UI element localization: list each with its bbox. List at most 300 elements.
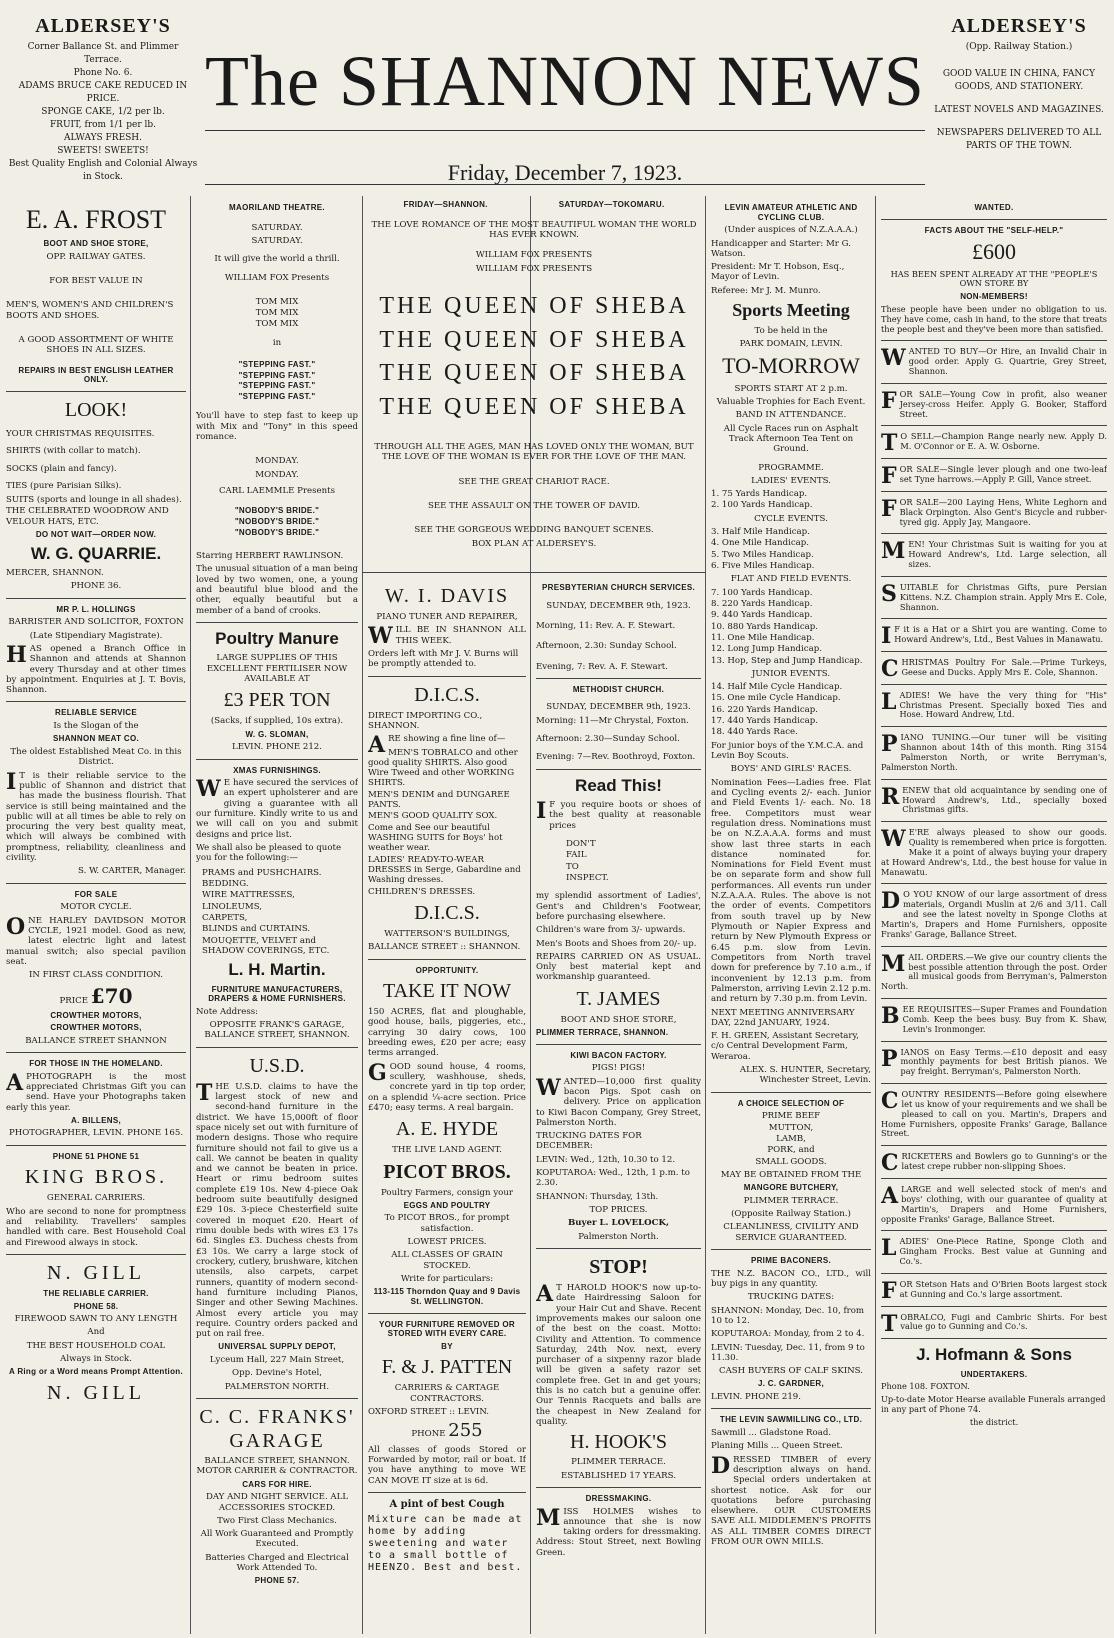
masthead [205, 18, 925, 185]
divider [881, 1230, 1107, 1231]
ad-line: THE RELIABLE CARRIER. [43, 1288, 149, 1298]
list-item: PRAMS and PUSHCHAIRS. [202, 867, 322, 878]
divider [6, 883, 186, 884]
ad-line: PLIMMER TERRACE. [571, 1457, 666, 1468]
ad-body: HAS opened a Branch Office in Shannon and attends at Shannon every Thursday and at other times by appointment. Enquiries at J. T. Bovis, Shannon. [6, 641, 186, 696]
ad-line: DAY AND NIGHT SERVICE. ALL ACCESSORIES STOCKED. [205, 1492, 349, 1513]
advertiser-name: E. A. FROST [25, 205, 167, 234]
list-item: 4. One Mile Handicap. [711, 538, 810, 549]
ad-headline: TO-MORROW [722, 353, 860, 379]
divider [881, 576, 1107, 577]
list-item: LINOLEUMS, [202, 901, 263, 912]
advertiser-name: J. Hofmann & Sons [916, 1345, 1072, 1365]
advertiser-name: W. G. SLOMAN, [245, 729, 309, 739]
ad-line: TRUCKING DATES FOR DECEMBER: [536, 1131, 642, 1152]
ad-line: Is the Slogan of the [53, 721, 139, 732]
gill-ad [6, 1261, 186, 1405]
divider [362, 572, 705, 573]
ad-line: PHONE 58. [73, 1301, 119, 1311]
list-item: PORK, and [767, 1145, 815, 1156]
ad-line: Palmerston North. [578, 1231, 659, 1242]
list-item: 2. 100 Yards Handicap. [711, 500, 813, 511]
ad-line: Morning, 11: Rev. A. F. Stewart. [536, 620, 676, 631]
divider [881, 1041, 1107, 1042]
ad-title: OPPORTUNITY. [415, 965, 479, 975]
ad-body: APHOTOGRAPH is the most appreciated Christmas Gift you can send. Have your Photographs taken early this year. [6, 1069, 186, 1113]
usd-ad [196, 1054, 358, 1392]
frost-ad [6, 204, 186, 385]
ad-line: Afternoon, 2.30: Sunday School. [536, 641, 677, 652]
newspaper-title: The SHANNON NEWS [205, 41, 925, 121]
ad-line: Orders left with Mr J. V. Burns will be promptly attended to. [368, 648, 519, 670]
ad-line: KOPUTAROA: Wed., 12th, 1 p.m. to 2.30. [536, 1168, 690, 1189]
ad-line: Best Quality English and Colonial Always in Stock. [8, 159, 198, 183]
advertiser-name: H. HOOK'S [570, 1431, 667, 1454]
advertiser-name: W. I. DAVIS [384, 585, 510, 607]
divider [6, 1145, 186, 1146]
ad-title: MR P. L. HOLLINGS [56, 604, 136, 614]
ad-body: ONE HARLEY DAVIDSON MOTOR CYCLE, 1921 model. Good as new, latest electric light and latest manual switch; also special pavilion seat. [6, 913, 186, 967]
ad-headline: STOP! [589, 1255, 648, 1278]
ad-line: HAS BEEN SPENT ALREADY AT THE "PEOPLE'S OWN STORE BY [890, 268, 1098, 289]
ad-body: AT HAROLD HOOK'S now up-to-date Hairdressing Saloon for your Hair Cut and Shave. Recent improvements makes our saloon one of the best on the coast. Motto: Civility and Attention. To commence Saturday, 24th Nov. next, every purchaser of a sixpenny razor blade will be given a safety razor set complete free. Get in and get yours; this is no catch but a genuine offer. Our Tennis Racquets and balls are the cheapest in New Zealand for quality. [536, 1280, 701, 1428]
ad-body: ARE showing a fine line of— [368, 732, 506, 759]
ad-line: SATURDAY. [251, 222, 303, 233]
ad-line: PLIMMER TERRACE, SHANNON. [536, 1028, 669, 1038]
ad-line: ALWAYS FRESH. [63, 133, 143, 144]
column-1 [6, 200, 186, 1630]
ad-line: IN FIRST CLASS CONDITION. [29, 970, 163, 981]
divider [6, 391, 186, 392]
ad-body: Up-to-date Motor Hearse available Funerals arranged in any part of Phone 74. [881, 1394, 1106, 1414]
classified-ad: CRICKETERS and Bowlers go to Gunning's or the latest crepe rubber non-slipping Shoes. [881, 1150, 1107, 1177]
divider [368, 959, 526, 960]
ad-line: A GOOD ASSORTMENT OF WHITE SHOES IN ALL SIZES. [18, 335, 174, 356]
ad-line: BALLANCE STREET SHANNON [25, 1035, 167, 1046]
phone-number: 255 [448, 1420, 483, 1442]
ad-body: THE N.Z. BACON CO., LTD., will buy pigs in any quantity. [711, 1268, 871, 1289]
ad-title: METHODIST CHURCH. [572, 684, 665, 694]
ad-line: Evening: 7—Rev. Boothroyd, Foxton. [536, 752, 696, 763]
ad-line: MOTOR CYCLE. [60, 902, 132, 913]
divider [536, 1248, 701, 1249]
advertiser-name: F. & J. PATTEN [381, 1356, 513, 1379]
divider [196, 622, 358, 623]
list-item: 11. One Mile Handicap. [711, 632, 815, 643]
ad-line: WILLIAM FOX Presents [224, 272, 330, 283]
ad-title: FOR THOSE IN THE HOMELAND. [29, 1059, 163, 1069]
column-2 [196, 200, 358, 1630]
divider [881, 458, 1107, 459]
ad-line: NON-MEMBERS! [960, 292, 1028, 302]
list-item: 3. Half Mile Handicap. [711, 527, 810, 538]
ad-title: FRIDAY—SHANNON. [403, 200, 488, 209]
ad-line: SUNDAY, DECEMBER 9th, 1923. [546, 702, 691, 713]
divider [196, 1047, 358, 1048]
divider [881, 533, 1107, 534]
list-item: 16. 220 Yards Handicap. [711, 704, 818, 715]
list-item: CARPETS, [202, 912, 248, 923]
king-bros-ad [6, 1152, 186, 1248]
ad-line: Poultry Farmers, consign your [381, 1187, 513, 1198]
ad-line: TIES (pure Parisian Silks). [6, 480, 122, 491]
picot-ad [368, 1160, 526, 1307]
ad-line: WATTERSON'S BUILDINGS, [384, 928, 510, 939]
list-item: 10. 880 Yards Handicap. [711, 621, 818, 632]
divider [536, 1044, 701, 1045]
ad-line: NEWSPAPERS DELIVERED TO ALL PARTS OF THE TOWN. [936, 128, 1102, 152]
ad-line: WILLIAM FOX PRESENTS [475, 263, 593, 274]
ad-body: WILL BE IN SHANNON ALL THIS WEEK. [368, 623, 526, 650]
advertiser-name: A. E. HYDE [395, 1118, 499, 1141]
ad-line: EGGS AND POULTRY [403, 1200, 491, 1210]
advertiser-name: N. GILL [47, 1381, 145, 1404]
ad-line: JUNIOR EVENTS. [751, 668, 831, 679]
classified-ad: FOR SALE—Young Cow in profit, also weaner Jersey-cross Heifer. Apply G. Booker, Stafford Street. [881, 387, 1107, 419]
ad-line: TO [566, 861, 579, 872]
ad-line: (Sacks, if supplied, 10s extra). [210, 716, 344, 727]
column-4 [536, 580, 701, 1630]
list-item: CHILDREN'S DRESSES. [368, 886, 476, 897]
ad-line: PHONE 36. [70, 581, 122, 592]
ad-line: FLAT AND FIELD EVENTS. [730, 574, 852, 585]
ad-body: All classes of goods Stored or Forwarded by motor, rail or boat. If you have anything to move WE CAN MOVE IT size at is 6d. [368, 1444, 526, 1486]
divider [536, 678, 701, 679]
ad-line: PHONE 51 PHONE 51 [52, 1151, 140, 1161]
ad-line: BAND IN ATTENDANCE. [735, 410, 847, 421]
advertiser-name: GARAGE [229, 1430, 325, 1452]
ad-line: ALL CLASSES OF GRAIN STOCKED. [391, 1250, 503, 1271]
ad-line: CARL LAEMMLE Presents [218, 486, 336, 497]
ad-body: DRESSED TIMBER of every description always on hand. Special orders undertaken at shortest notice. Ask for our quotations before purchasing elsewhere. OUR CUSTOMERS SAVE ALL MIDDLEMEN'S PROFITS AS ALL TIMBER COMES DIRECT FROM OUR OWN MILLS. [711, 1452, 871, 1548]
price: £70 [90, 983, 133, 1008]
ad-line: THROUGH ALL THE AGES, MAN HAS LOVED ONLY THE WOMAN, BUT THE LOVE OF THE WOMAN IS EVER FOR THE LOVE OF THE MAN. [374, 442, 694, 463]
ad-line: 113-115 Thorndon Quay and 9 Davis St. WELLINGTON. [373, 1287, 521, 1306]
film-title: "NOBODY'S BRIDE." [234, 516, 320, 526]
ad-body: IT is their reliable service to the public of Shannon and district that has made the business flourish. That service is still being maintained and the public will at all times be able to rely on procuring the very best quality meat, which will always be combined with promptness, reliability, cleanliness and civility. [6, 768, 186, 864]
ad-line: President: Mr T. Hobson, Esq., Mayor of Levin. [711, 262, 845, 283]
ad-headline: Sports Meeting [732, 300, 850, 321]
ad-line: SATURDAY. [251, 235, 303, 246]
ad-line: BY [441, 1341, 453, 1351]
divider [881, 998, 1107, 999]
column-5 [711, 200, 871, 1630]
ad-line: FIREWOOD SAWN TO ANY LENGTH [14, 1314, 178, 1325]
advertiser-name: U.S.D. [249, 1054, 305, 1077]
queen-of-sheba-ad [368, 200, 700, 572]
ad-line: CARRIERS & CARTAGE CONTRACTORS. [394, 1383, 500, 1404]
divider [368, 1313, 526, 1314]
ad-line: PROGRAMME. [758, 462, 824, 473]
divider [536, 769, 701, 770]
ad-line: REPAIRS IN BEST ENGLISH LEATHER ONLY. [18, 365, 174, 385]
methodist-ad [536, 685, 701, 763]
ad-line: SUNDAY, DECEMBER 9th, 1923. [546, 600, 691, 611]
phone-label: PHONE [411, 1429, 446, 1440]
ad-line: DIRECT IMPORTING CO., SHANNON. [368, 710, 483, 731]
advertiser-name: L. H. Martin. [228, 960, 326, 980]
ad-headline: Poultry Manure [215, 629, 339, 648]
issue-date: Friday, December 7, 1923. [447, 160, 683, 185]
ad-line: (Opposite Railway Station.) [731, 1209, 851, 1220]
ad-line: TOP PRICES. [589, 1205, 648, 1216]
ad-line: THE BEST HOUSEHOLD COAL [26, 1340, 166, 1351]
ad-line: SEE THE GORGEOUS WEDDING BANQUET SCENES. [414, 525, 654, 536]
ad-line: FOR BEST VALUE IN [49, 276, 143, 287]
list-item: MEN'S DENIM and DUNGAREE PANTS. [368, 789, 510, 811]
ad-title: A CHOICE SELECTION OF [737, 1098, 845, 1108]
ad-line: Write for particulars: [400, 1274, 494, 1284]
ad-line: SHIRTS (with collar to match). [6, 446, 141, 457]
list-item: LADIES' READY-TO-WEAR DRESSES in Serge, Gabardine and Washing dresses. [368, 854, 521, 886]
ad-line: Batteries Charged and Electrical Work Attended To. [205, 1552, 349, 1574]
ad-headline: TAKE IT NOW [383, 980, 511, 1003]
advertiser-name: W. G. QUARRIE. [30, 543, 162, 563]
ad-title: DRESSMAKING. [585, 1493, 652, 1503]
ad-line: UNDERTAKERS. [960, 1369, 1028, 1379]
classified-ad: PIANO TUNING.—Our tuner will be visiting Shannon about 14th of this month. Ring 3154 Palmerston North, or write Berryman's, Palmerston North. [881, 731, 1107, 772]
patten-ad [368, 1320, 526, 1487]
ad-title: PRESBYTERIAN CHURCH SERVICES. [541, 583, 696, 592]
advertiser-name: SHANNON MEAT CO. [53, 734, 139, 744]
list-item: 7. 100 Yards Handicap. [711, 587, 813, 598]
advertiser-name: J. C. GARDNER, [758, 1379, 824, 1389]
ad-line: F. H. GREEN, Assistant Secretary, c/o Central Development Farm, Weraroa. [711, 1031, 859, 1062]
column-rule [875, 196, 876, 1634]
film-title: THE QUEEN OF SHEBA [379, 292, 689, 319]
ad-line: LEVIN: Wed., 12th, 10.30 to 12. [536, 1154, 676, 1165]
davis-ad [368, 584, 526, 670]
divider [6, 598, 186, 599]
ad-line: Men's Boots and Shoes from 20/- up. [536, 938, 697, 949]
ad-line: NEXT MEETING ANNIVERSARY DAY, 22nd JANUARY, 1924. [711, 1007, 855, 1028]
ad-line: THE LOVE ROMANCE OF THE MOST BEAUTIFUL WOMAN THE WORLD HAS EVER KNOWN. [371, 219, 697, 240]
list-item: LAMB, [776, 1133, 806, 1144]
advertiser-name: D.I.C.S. [414, 901, 480, 924]
ad-line: BARRISTER AND SOLICITOR, FOXTON [8, 617, 184, 628]
advertiser-name: C. C. FRANKS' [199, 1406, 355, 1428]
ad-line: THE LIVE LAND AGENT. [392, 1145, 502, 1156]
ad-body: WE have secured the services of an expert upholsterer and are giving a guarantee with all our furniture. Kindly write to us and we will call on you and submit designs and price list. [196, 776, 358, 840]
ad-line: Sawmill ... Gladstone Road. [711, 1427, 832, 1438]
classified-ad: LADIES! We have the very thing for "His" Christmas Present. Specially boxed Ties and Hose. Howard Andrew, Ltd. [881, 688, 1107, 720]
ad-title: LEVIN AMATEUR ATHLETIC AND CYCLING CLUB. [724, 203, 858, 222]
ad-line: in [272, 337, 282, 348]
divider [196, 759, 358, 760]
classified-ad: TOBRALCO, Fugi and Cambric Shirts. For best value go to Gunning and Co.'s. [881, 1310, 1107, 1337]
ad-body: THE U.S.D. claims to have the largest stock of new and second-hand furniture in the district. We have 15,000ft of floor space nicely set out with furniture of modern designs. Those who require furniture should not fail to give us a call. We cannot be beaten in quality and we cannot be beaten in price. Heart or rimu bedroom suites complete £19 10s. New 4-piece Oak bedroom suite beautifully designed £29 10s. 3-piece Chesterfield suite covered in moquet £20. Heart of rimu double beds with wires £3 17s 6d. Singles £3. Duchess chests from £3 10s. We carry a large stock of crockery, cutlery, brushware, kitchen utensils, also carpets, carpet runners, quantity of modern second-hand furniture including Pianos, Singer and other Sewing Machines. Almost every article you may require. Country orders packed and put on rail free. [196, 1079, 358, 1340]
ad-line: SEE THE GREAT CHARIOT RACE. [458, 476, 610, 487]
classified-ad: COUNTRY RESIDENTS—Before going elsewhere let us know of your requirements and we shall be pleased to call on you. Martin's, Drapers and Home Furnishers, opposite Franks' Garage, Ballance Street. [881, 1088, 1107, 1139]
ad-line: (Under auspices of N.Z.A.A.A.) [724, 225, 858, 236]
list-item: 5. Two Miles Handicap. [711, 549, 814, 560]
ad-line: SEE THE ASSAULT ON THE TOWER OF DAVID. [427, 500, 641, 511]
ad-line: We shall also be pleased to quote you for the following:— [196, 843, 342, 864]
classified-ad: MAIL ORDERS.—We give our country clients the best possible attention through the post. Order all musical goods from Berryman's, Palmerston North. [881, 950, 1107, 992]
ad-line: MONDAY. [255, 469, 299, 480]
ad-line: (Late Stipendiary Magistrate). [29, 630, 163, 641]
ad-line: Afternoon: 2.30—Sunday School. [536, 734, 680, 745]
ad-subtitle: BOOT AND SHOE STORE, [43, 239, 149, 249]
ad-cta: DO NOT WAIT—ORDER NOW. [35, 530, 157, 540]
ad-title: RELIABLE SERVICE [55, 708, 137, 718]
list-item: SMALL GOODS. [755, 1156, 827, 1167]
divider [881, 1306, 1107, 1307]
film-title: "STEPPING FAST." [238, 381, 316, 391]
ad-body: The unusual situation of a man being loved by two women, one, a young and beautiful blue blood and the other, equally beautiful but a member of a band of crooks. [196, 564, 358, 616]
ad-line: It will give the world a thrill. [214, 254, 340, 265]
divider [881, 1083, 1107, 1084]
ad-line: LARGE SUPPLIES OF THIS EXCELLENT FERTILISER NOW AVAILABLE AT [206, 653, 348, 685]
ad-line: All Work Guaranteed and Promptly Executed. [200, 1529, 354, 1550]
ad-body: You'll have to step fast to keep up with Mix and "Tony" in this speed romance. [196, 411, 358, 443]
hook-hairdresser-ad [536, 1255, 701, 1481]
ad-line: OPP. RAILWAY GATES. [46, 251, 146, 262]
ad-line: Valuable Trophies for Each Event. [716, 396, 866, 407]
ad-line: OPPOSITE FRANK'S GARAGE, BALLANCE STREET, SHANNON. [204, 1020, 350, 1041]
ad-line: PIANO TUNER AND REPAIRER, [376, 612, 518, 622]
ad-line: LEVIN. PHONE 219. [711, 1392, 801, 1403]
ad-line: BOOT AND SHOE STORE, [560, 1014, 677, 1025]
list-item: 18. 440 Yards Race. [711, 727, 798, 738]
motorcycle-sale-ad [6, 890, 186, 1046]
divider [881, 684, 1107, 685]
right-ad-title: ALDERSEY'S [951, 15, 1087, 37]
ad-line: The oldest Established Meat Co. in this District. [10, 746, 182, 768]
ad-line: MONDAY. [255, 456, 299, 467]
maoriland-theatre-ad [196, 203, 358, 616]
divider [6, 1254, 186, 1255]
ad-line: Children's ware from 3/- upwards. [536, 925, 686, 936]
list-item: MUTTON, [768, 1122, 814, 1133]
ad-line: Morning: 11—Mr Chrystal, Foxton. [536, 715, 689, 726]
masthead-left-ad [8, 12, 198, 185]
martin-furnishings-ad [196, 766, 358, 1041]
divider [881, 1145, 1107, 1146]
ad-line: TOM MIX [255, 296, 299, 307]
classified-ad: BEE REQUISITES—Super Frames and Foundation Comb. Keep the bees busy. Buy from K. Shaw, Levin's Ironmonger. [881, 1003, 1107, 1034]
ad-line: (Opp. Railway Station.) [965, 42, 1073, 52]
ad-title: THE LEVIN SAWMILLING CO., LTD. [719, 1415, 863, 1425]
ad-line: Referee: Mr J. M. Munro. [711, 285, 821, 296]
ad-line: CASH BUYERS OF CALF SKINS. [719, 1366, 863, 1377]
ad-line: TRUCKING DATES: [747, 1292, 835, 1303]
divider [881, 383, 1107, 384]
ad-line: Phone No. 6. [73, 68, 133, 79]
film-title: "NOBODY'S BRIDE." [234, 527, 320, 537]
masthead-rule [205, 130, 925, 131]
divider [881, 1178, 1107, 1179]
divider [881, 726, 1107, 727]
ad-line: Opp. Devine's Hotel, [232, 1368, 322, 1379]
column-rule [190, 196, 191, 1634]
ad-line: Starring HERBERT RAWLINSON. [196, 551, 344, 562]
list-item: Come and See our beautiful WASHING SUITS for Boys' hot weather wear. [368, 822, 503, 854]
list-item: 14. Half Mile Cycle Handicap. [711, 682, 843, 693]
divider [368, 1492, 526, 1493]
ad-line: CARS FOR HIRE. [242, 1479, 312, 1489]
ad-line: SOCKS (plain and fancy). [6, 463, 117, 474]
meat-co-ad [6, 708, 186, 876]
ad-line: FURNITURE MANUFACTURERS, DRAPERS & HOME FURNISHERS. [208, 984, 346, 1004]
classified-ad: IF it is a Hat or a Shirt you are wanting. Come to Howard Andrew's, Ltd., Best Values in Manawatu. [881, 623, 1107, 650]
classified-ad: FOR SALE—200 Laying Hens, White Leghorn and Black Orpington. Also Gent's Bicycle and rubber-tyred gig. Apply Jay, Mangaore. [881, 495, 1107, 527]
hyde-ad [368, 966, 526, 1156]
ad-line: And [87, 1327, 105, 1338]
ad-line: INSPECT. [566, 872, 609, 883]
ad-headline: LOOK! [64, 398, 128, 421]
list-item: PRIME BEEF [761, 1111, 821, 1122]
list-item: 6. Five Miles Handicap. [711, 561, 815, 572]
ad-line: SUITS (sports and lounge in all shades). [6, 495, 182, 506]
classified-ad: RENEW that old acquaintance by sending one of Howard Andrew's, Ltd., specially boxed Christmas gifts. [881, 783, 1107, 815]
left-ad-title: ALDERSEY'S [35, 15, 171, 37]
ad-line: Planing Mills ... Queen Street. [711, 1441, 843, 1452]
self-help-ad [881, 203, 1107, 334]
ad-line: LATEST NOVELS AND MAGAZINES. [934, 105, 1104, 116]
ad-body: IF you require boots or shoes of the best quality at reasonable prices [536, 798, 701, 831]
classified-ad: ALARGE and well selected stock of men's and boys' clothing, with our guarantee of quality at Martin's, Drapers and Home Furnishers, opposite Franks' Garage, Ballance Street. [881, 1183, 1107, 1224]
ad-line: PHONE 57. [254, 1576, 300, 1586]
list-item: BLINDS and CURTAINS. [202, 924, 311, 935]
ad-line: CYCLE EVENTS. [754, 513, 828, 524]
ad-title: WANTED. [974, 203, 1014, 212]
advertiser-name: D.I.C.S. [414, 683, 480, 706]
film-title: THE QUEEN OF SHEBA [379, 394, 689, 421]
cough-mixture-ad [368, 1499, 526, 1574]
list-item: 15. One mile Cycle Handicap. [711, 693, 841, 704]
ad-line: KOPUTAROA: Monday, from 2 to 4. [711, 1329, 865, 1340]
ad-line: OXFORD STREET :: LEVIN. [368, 1406, 490, 1417]
ad-title: YOUR FURNITURE REMOVED OR STORED WITH EVERY CARE. [379, 1319, 515, 1339]
poultry-manure-ad [196, 629, 358, 753]
hollings-ad [6, 605, 186, 696]
divider [881, 821, 1107, 822]
ad-line: GOOD VALUE IN CHINA, FANCY GOODS, AND STATIONERY. [942, 69, 1096, 93]
divider [6, 701, 186, 702]
ad-line: Handicapper and Starter: Mr G. Watson. [711, 238, 851, 259]
ad-line: For junior boys of the Y.M.C.A. and Levin Boy Scouts. [711, 740, 864, 762]
ad-body: Mixture can be made at home by adding sweetening and water to a small bottle of HEENZO. Best and best. [368, 1514, 523, 1574]
divider [196, 1398, 358, 1399]
ad-line: LOWEST PRICES. [407, 1237, 487, 1248]
film-title: THE QUEEN OF SHEBA [379, 326, 689, 353]
ad-line: SPONGE CAKE, 1/2 per lb. [41, 107, 165, 118]
ad-title: FOR SALE [74, 889, 118, 899]
film-title: "STEPPING FAST." [238, 360, 316, 370]
ad-line: All Cycle Races run on Asphalt Track Afternoon Tea Tent on Ground. [723, 423, 859, 455]
ad-line: PLIMMER TERRACE. [743, 1195, 839, 1206]
james-shoe-ad [536, 776, 701, 1038]
ad-line: Two First Class Mechanics. [217, 1515, 337, 1526]
ad-line: BALLANCE STREET, SHANNON. MOTOR CARRIER & CONTRACTOR. [196, 1456, 358, 1477]
ad-line: GENERAL CARRIERS. [46, 1193, 146, 1204]
franks-garage-ad [196, 1405, 358, 1586]
ad-line: CROWTHER MOTORS, [50, 1010, 142, 1020]
ad-line: FACTS ABOUT THE "SELF-HELP." [924, 225, 1064, 235]
divider [881, 425, 1107, 426]
ad-line: Buyer L. LOVELOCK, [568, 1218, 669, 1229]
classified-ad: PIANOS on Easy Terms.—£10 deposit and easy monthly payments for best British pianos. We pay freight. Berryman's, Palmerston North. [881, 1045, 1107, 1077]
ad-line: Always in Stock. [60, 1354, 132, 1365]
list-item: 8. 220 Yards Handicap. [711, 598, 813, 609]
levin-athletic-ad [711, 203, 871, 1086]
ad-line: ALEX. S. HUNTER, Secretary, Winchester Street, Levin. [739, 1065, 871, 1086]
ad-title: MAORILAND THEATRE. [229, 203, 325, 212]
list-item: 13. Hop, Step and Jump Handicap. [711, 655, 863, 666]
ad-line: LADIES' EVENTS. [751, 475, 831, 486]
ad-line: PALMERSTON NORTH. [224, 1381, 330, 1392]
